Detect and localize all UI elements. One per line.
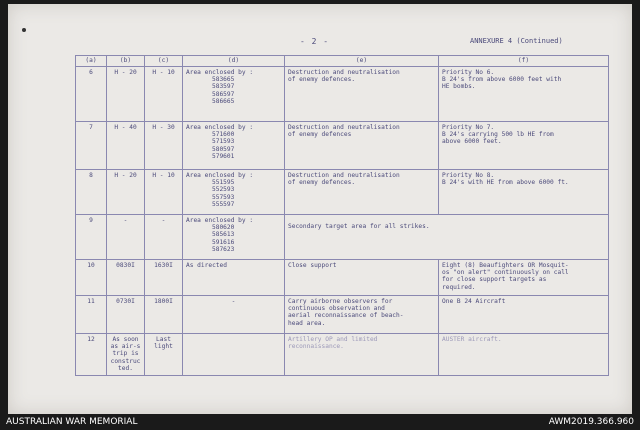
task-cell bbox=[285, 334, 439, 376]
end-time-cell: - bbox=[145, 215, 183, 260]
remarks-line: AUSTER aircraft. bbox=[442, 336, 502, 343]
task-line: Close support bbox=[288, 262, 337, 269]
grid-reference: 552593 bbox=[212, 186, 235, 194]
serial-cell: 10 bbox=[76, 260, 107, 296]
grid-reference: 583597 bbox=[212, 83, 235, 91]
column-header: (d) bbox=[183, 56, 285, 67]
grid-reference: 579601 bbox=[212, 152, 235, 160]
remarks-line: HE bombs. bbox=[442, 83, 476, 91]
footer-bar bbox=[0, 414, 640, 430]
remarks-line: for close support targets as bbox=[442, 276, 547, 284]
task-line: continuous observation and bbox=[288, 305, 385, 313]
remarks-line: Priority No 6. bbox=[442, 69, 495, 76]
start-time-cell: As soon as air-strip is constructed. bbox=[107, 334, 145, 376]
task-cell bbox=[285, 296, 439, 334]
grid-reference: 571593 bbox=[212, 138, 235, 146]
remarks-cell bbox=[439, 67, 609, 122]
task-cell bbox=[285, 170, 439, 215]
area-cell bbox=[183, 122, 285, 170]
remarks-cell bbox=[439, 260, 609, 296]
remarks-line: One B 24 Aircraft bbox=[442, 298, 506, 305]
column-header: (b) bbox=[107, 56, 145, 67]
punch-hole bbox=[22, 28, 26, 32]
area-label: Area enclosed by : bbox=[186, 69, 254, 76]
annexure-title: ANNEXURE 4 (Continued) bbox=[470, 37, 563, 45]
column-header: (c) bbox=[145, 56, 183, 67]
grid-reference: 587623 bbox=[212, 245, 235, 253]
task-line: Secondary target area for all strikes. bbox=[288, 223, 430, 230]
serial-cell: 9 bbox=[76, 215, 107, 260]
table-header-row bbox=[76, 56, 609, 67]
remarks-line: os "on alert" continuously on call bbox=[442, 269, 569, 277]
grid-reference: 580620 bbox=[212, 224, 235, 232]
task-line: Destruction and neutralisation bbox=[288, 69, 400, 76]
target-table bbox=[75, 55, 609, 376]
grid-reference: 571600 bbox=[212, 131, 235, 139]
grid-reference: 580597 bbox=[212, 145, 235, 153]
remarks-line: B 24's with HE from above 6000 ft. bbox=[442, 179, 569, 187]
area-cell bbox=[183, 260, 285, 296]
start-time-cell: - bbox=[107, 215, 145, 260]
task-line: Destruction and neutralisation bbox=[288, 172, 400, 179]
area-cell bbox=[183, 170, 285, 215]
task-cell bbox=[285, 215, 609, 260]
grid-reference: 591616 bbox=[212, 238, 235, 246]
remarks-line: Priority No 7. bbox=[442, 124, 495, 131]
grid-reference: 551595 bbox=[212, 179, 235, 187]
column-header: (e) bbox=[285, 56, 439, 67]
task-line: of enemy defences. bbox=[288, 76, 356, 84]
start-time-cell: 0730I bbox=[107, 296, 145, 334]
end-time-cell: 1800I bbox=[145, 296, 183, 334]
task-line: reconnaissance. bbox=[288, 343, 344, 351]
task-line: of enemy defences. bbox=[288, 179, 356, 187]
end-time-cell: H - 30 bbox=[145, 122, 183, 170]
area-cell bbox=[183, 215, 285, 260]
grid-reference: 555597 bbox=[212, 200, 235, 208]
column-header: (f) bbox=[439, 56, 609, 67]
area-label: Area enclosed by : bbox=[186, 217, 254, 224]
start-time-cell: H - 40 bbox=[107, 122, 145, 170]
start-time-cell: H - 20 bbox=[107, 170, 145, 215]
task-line: Destruction and neutralisation bbox=[288, 124, 400, 131]
area-cell bbox=[183, 334, 285, 376]
remarks-line: B 24's from above 6000 feet with bbox=[442, 76, 562, 84]
serial-cell: 11 bbox=[76, 296, 107, 334]
area-cell bbox=[183, 67, 285, 122]
remarks-cell bbox=[439, 334, 609, 376]
start-time-cell: 0830I bbox=[107, 260, 145, 296]
table-row bbox=[76, 260, 609, 296]
serial-cell: 12 bbox=[76, 334, 107, 376]
start-time-cell: H - 20 bbox=[107, 67, 145, 122]
remarks-cell bbox=[439, 170, 609, 215]
task-cell bbox=[285, 67, 439, 122]
end-time-cell: 1630I bbox=[145, 260, 183, 296]
end-time-cell: H - 10 bbox=[145, 67, 183, 122]
grid-reference: 585613 bbox=[212, 231, 235, 239]
grid-reference: 583665 bbox=[212, 76, 235, 84]
serial-cell: 8 bbox=[76, 170, 107, 215]
table-row bbox=[76, 122, 609, 170]
end-time-cell: Last light bbox=[145, 334, 183, 376]
area-label: Area enclosed by : bbox=[186, 172, 254, 179]
remarks-line: B 24's carrying 500 lb HE from bbox=[442, 131, 554, 139]
remarks-line: above 6000 feet. bbox=[442, 138, 502, 146]
table-row bbox=[76, 334, 609, 376]
remarks-line: required. bbox=[442, 283, 476, 291]
table-row bbox=[76, 170, 609, 215]
table-row bbox=[76, 296, 609, 334]
task-line: head area. bbox=[288, 319, 326, 327]
task-cell bbox=[285, 122, 439, 170]
area-label: As directed bbox=[186, 262, 227, 269]
remarks-line: Eight (8) Beaufighters OR Mosquit- bbox=[442, 262, 569, 269]
grid-reference: 557593 bbox=[212, 193, 235, 201]
archive-credit: AUSTRALIAN WAR MEMORIAL bbox=[6, 417, 138, 427]
grid-reference: 586597 bbox=[212, 90, 235, 98]
task-line: of enemy defences bbox=[288, 131, 352, 139]
table-row bbox=[76, 67, 609, 122]
remarks-cell bbox=[439, 122, 609, 170]
serial-cell: 7 bbox=[76, 122, 107, 170]
area-cell: - bbox=[183, 296, 285, 334]
task-line: Carry airborne observers for bbox=[288, 298, 393, 305]
task-cell bbox=[285, 260, 439, 296]
remarks-cell bbox=[439, 296, 609, 334]
task-line: aerial reconnaissance of beach- bbox=[288, 312, 404, 320]
area-label: Area enclosed by : bbox=[186, 124, 254, 131]
grid-reference: 586665 bbox=[212, 97, 235, 105]
catalogue-number: AWM2019.366.960 bbox=[548, 417, 634, 427]
end-time-cell: H - 10 bbox=[145, 170, 183, 215]
page-number: - 2 - bbox=[300, 37, 330, 46]
column-header: (a) bbox=[76, 56, 107, 67]
serial-cell: 6 bbox=[76, 67, 107, 122]
remarks-line: Priority No 8. bbox=[442, 172, 495, 179]
task-line: Artillery OP and limited bbox=[288, 336, 378, 343]
table-row bbox=[76, 215, 609, 260]
